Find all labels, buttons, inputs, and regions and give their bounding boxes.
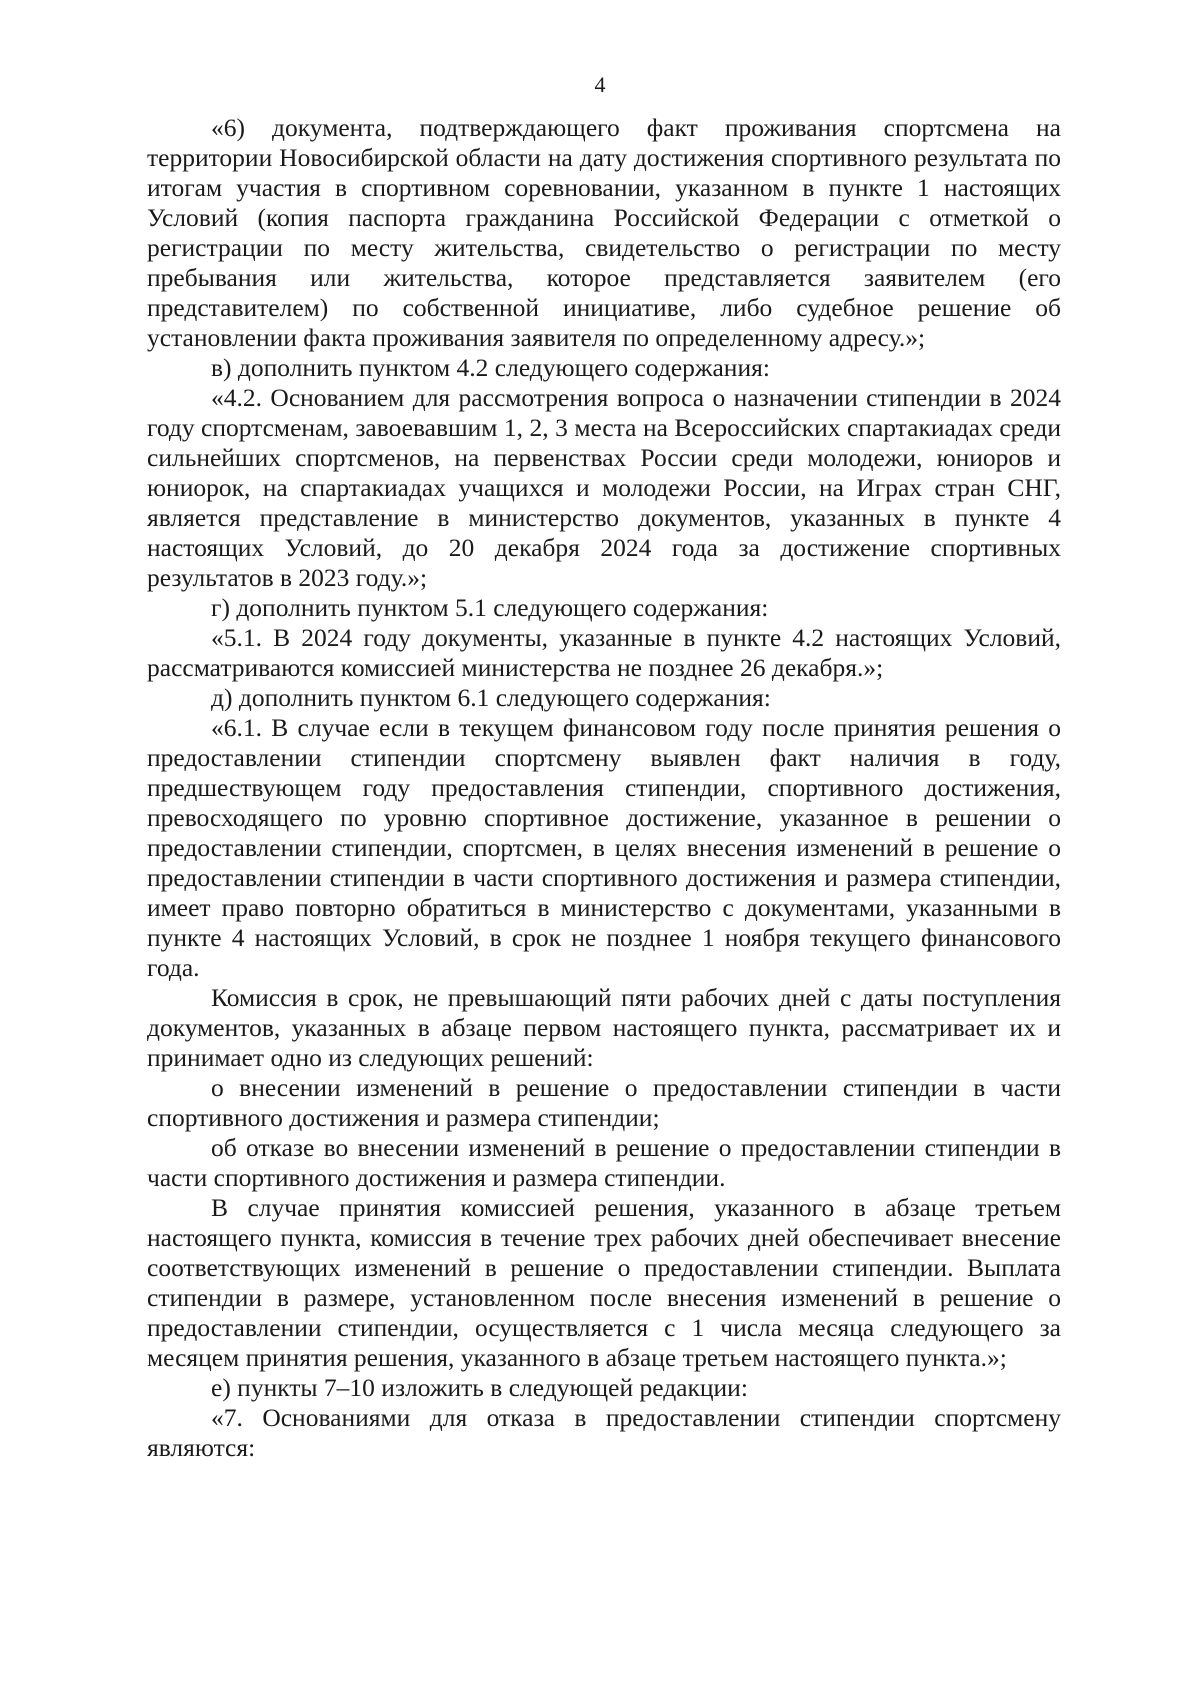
paragraph-item-6: «6) документа, подтверждающего факт проживания спортсмена на территории Новосибирской области на дату достижения спортивного результата по итогам участия в спортивном соревновании, указанном в пункте 1 настоящих Условий (копия паспорта гражданина Российской Федерации с отметкой о регистрации по месту жительства, свидетельство о регистрации по месту пребывания или жительства, которое представляется заявителем (его представителем) по собственной инициативе, либо судебное решение об установлении факта проживания заявителя по определенному адресу.»; bbox=[147, 113, 1061, 352]
page-number: 4 bbox=[594, 72, 606, 97]
paragraph-point-6-1: «6.1. В случае если в текущем финансовом году после принятия решения о предоставлении стипендии спортсмену выявлен факт наличия в году, предшествующем году предоставления стипендии, спортивного достижения, превосходящего по уровню спортивное достижение, указанное в решении о предоставлении стипендии, спортсмен, в целях внесения изменений в решение о предоставлении стипендии в части спортивного достижения и размера стипендии, имеет право повторно обратиться в министерство с документами, указанными в пункте 4 настоящих Условий, в срок не позднее 1 ноября текущего финансового года. bbox=[147, 713, 1061, 982]
paragraph-amend-d: д) дополнить пунктом 6.1 следующего содержания: bbox=[211, 683, 771, 712]
paragraph-amend-v: в) дополнить пунктом 4.2 следующего содержания: bbox=[211, 353, 770, 382]
paragraph-commission: Комиссия в срок, не превышающий пяти рабочих дней с даты поступления документов, указанных в абзаце первом настоящего пункта, рассматривает их и принимает одно из следующих решений: bbox=[147, 983, 1061, 1072]
paragraph-point-5-1: «5.1. В 2024 году документы, указанные в пункте 4.2 настоящих Условий, рассматриваются комиссией министерства не позднее 26 декабря.»; bbox=[147, 623, 1061, 682]
document-body bbox=[147, 113, 1061, 1463]
paragraph-decision-refuse: об отказе во внесении изменений в решение о предоставлении стипендии в части спортивного достижения и размера стипендии. bbox=[147, 1133, 1061, 1192]
paragraph-amend-e: е) пункты 7–10 изложить в следующей редакции: bbox=[211, 1373, 748, 1402]
paragraph-amend-g: г) дополнить пунктом 5.1 следующего содержания: bbox=[211, 593, 769, 622]
paragraph-point-4-2: «4.2. Основанием для рассмотрения вопроса о назначении стипендии в 2024 году спортсменам, завоевавшим 1, 2, 3 места на Всероссийских спартакиадах среди сильнейших спортсменов, на первенствах России среди молодежи, юниоров и юниорок, на спартакиадах учащихся и молодежи России, на Играх стран СНГ, является представление в министерство документов, указанных в пункте 4 настоящих Условий, до 20 декабря 2024 года за достижение спортивных результатов в 2023 году.»; bbox=[147, 383, 1061, 592]
paragraph-point-7: «7. Основаниями для отказа в предоставлении стипендии спортсмену являются: bbox=[147, 1403, 1061, 1462]
paragraph-decision-change: о внесении изменений в решение о предоставлении стипендии в части спортивного достижения и размера стипендии; bbox=[147, 1073, 1061, 1132]
paragraph-decision-case: В случае принятия комиссией решения, указанного в абзаце третьем настоящего пункта, комиссия в течение трех рабочих дней обеспечивает внесение соответствующих изменений в решение о предоставлении стипендии. Выплата стипендии в размере, установленном после внесения изменений в решение о предоставлении стипендии, осуществляется с 1 числа месяца следующего за месяцем принятия решения, указанного в абзаце третьем настоящего пункта.»; bbox=[147, 1193, 1061, 1372]
